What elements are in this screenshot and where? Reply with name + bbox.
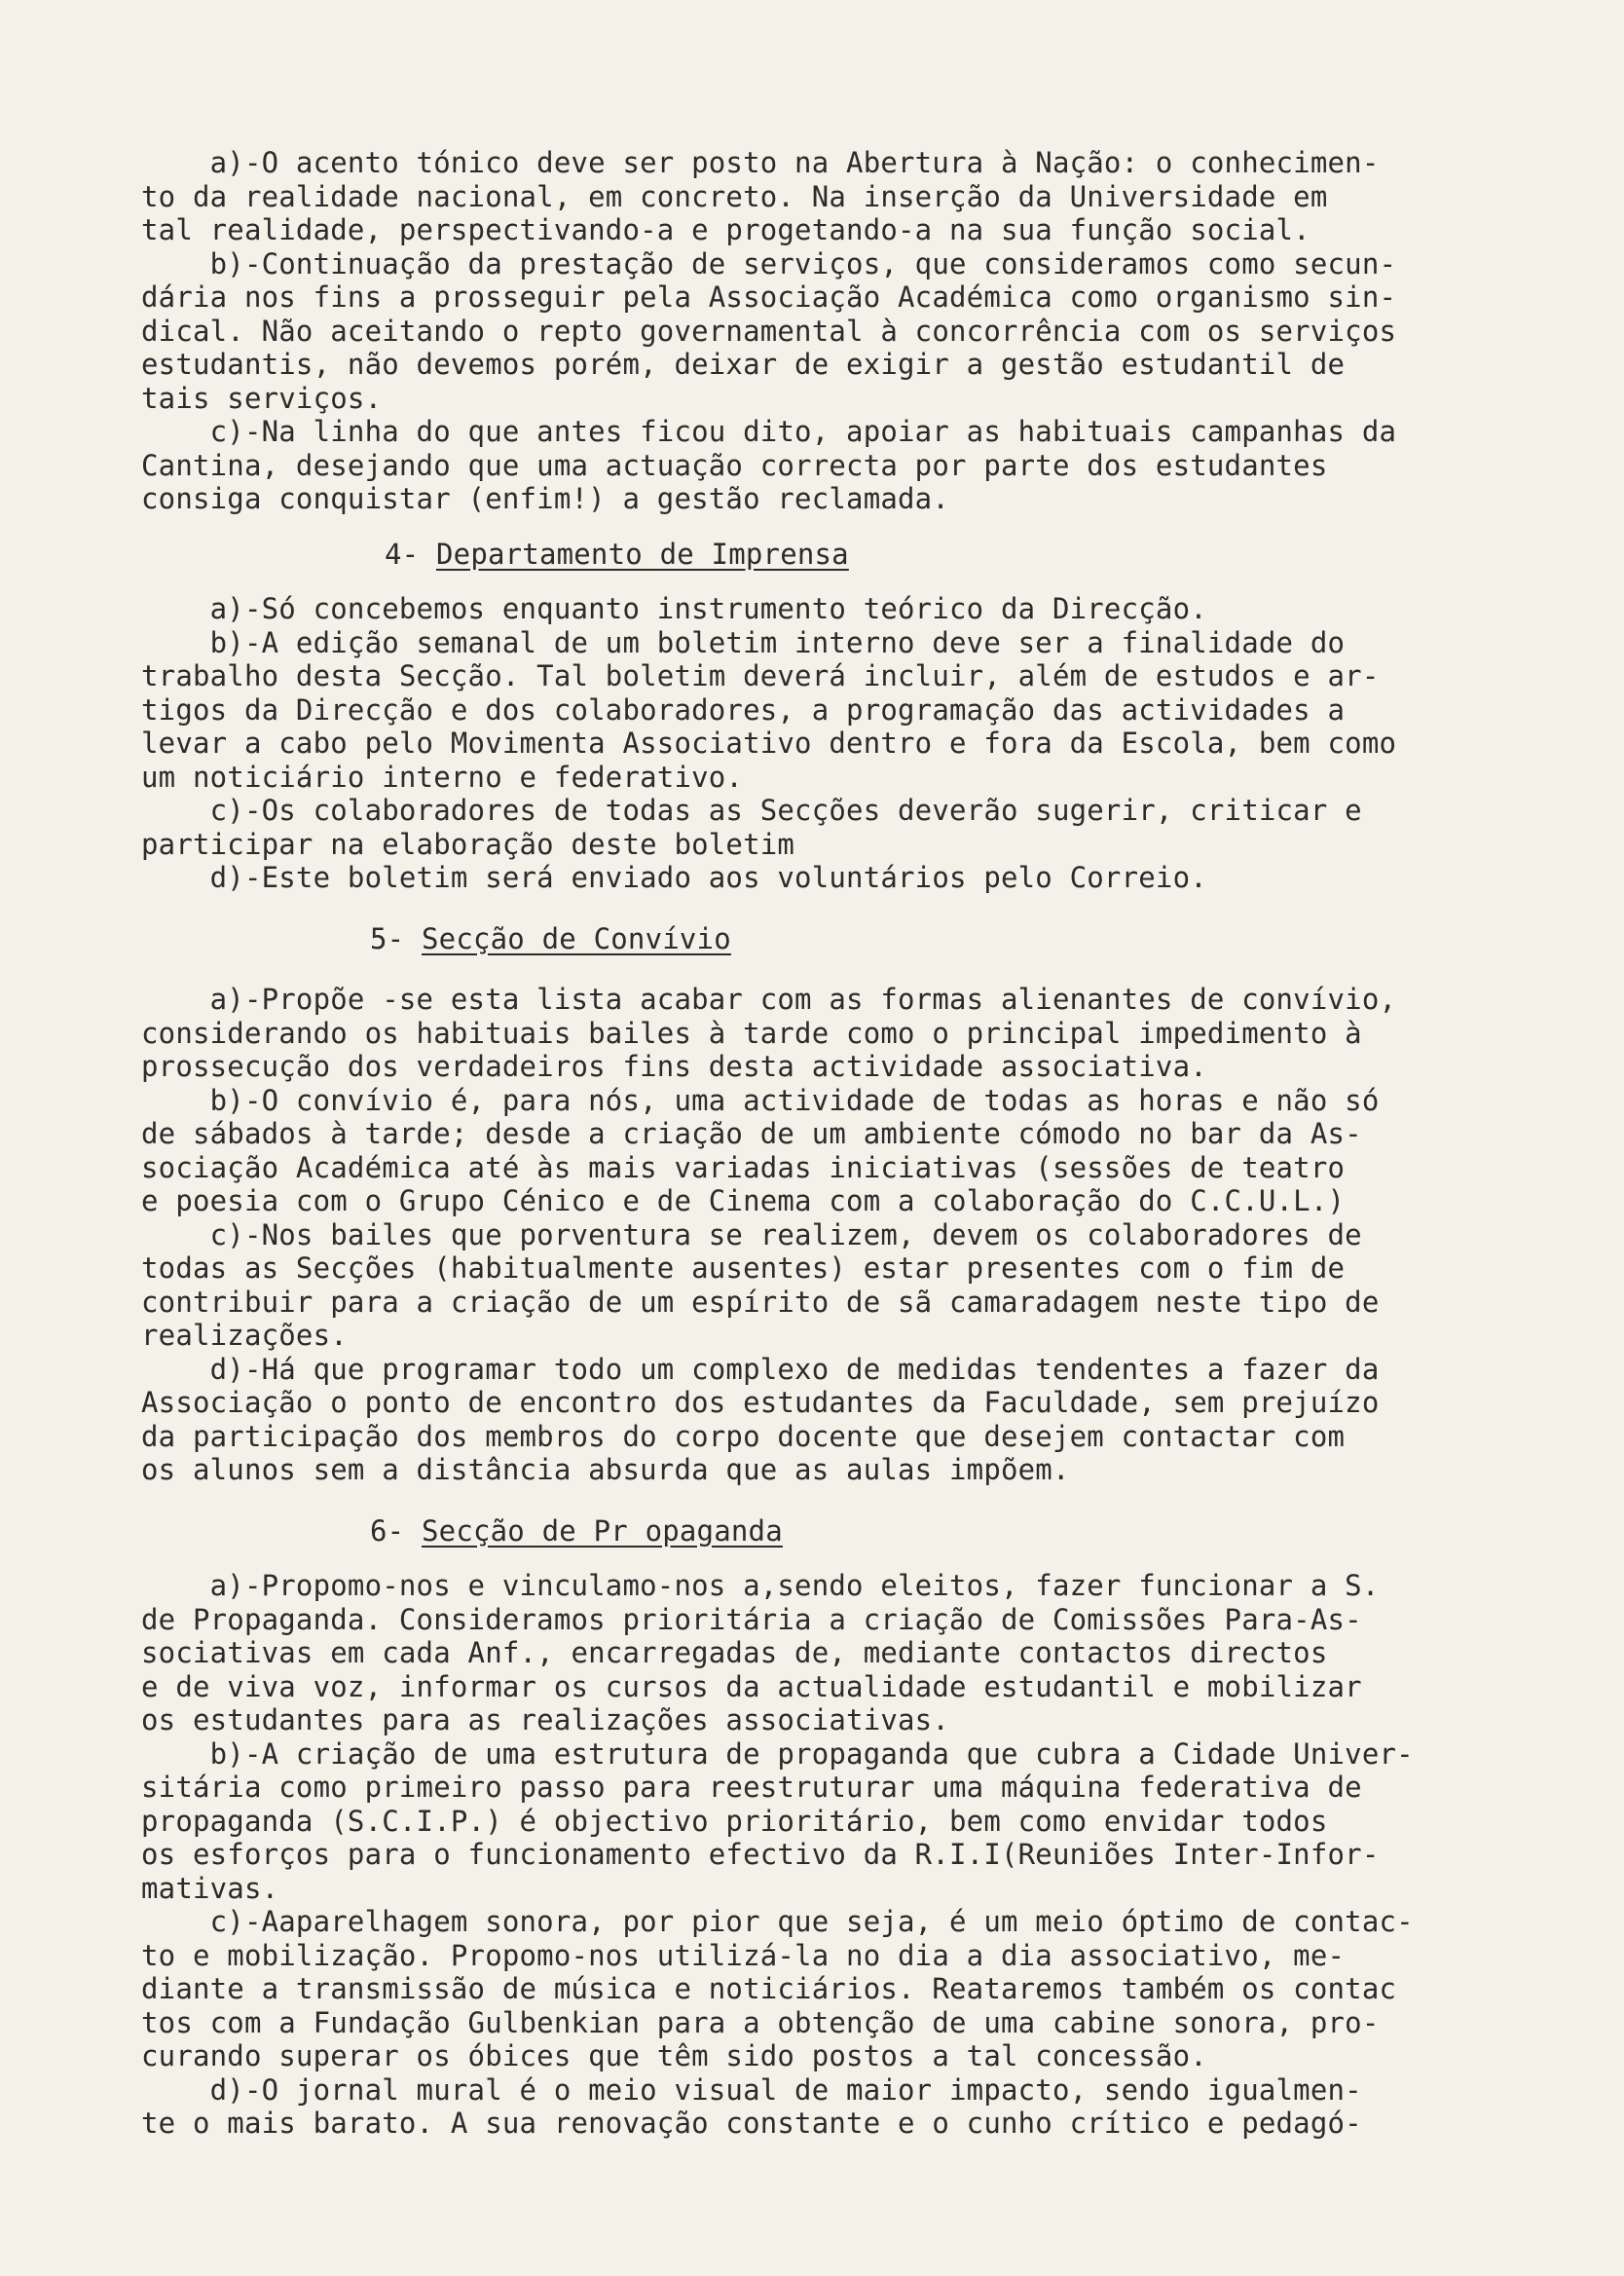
text-line: consiga conquistar (enfim!) a gestão reclamada. — [141, 482, 949, 515]
text-line: sociação Académica até às mais variadas iniciativas (sessões de teatro — [141, 1150, 1346, 1184]
text-line: to e mobilização. Propomo-nos utilizá-la no dia a dia associativo, me- — [141, 1938, 1346, 1972]
text-line: dária nos fins a prosseguir pela Associação Académica como organismo sin- — [141, 280, 1397, 314]
text-line: b)-O convívio é, para nós, uma actividade de todas as horas e não só — [141, 1083, 1380, 1117]
text-line: os esforços para o funcionamento efectivo da R.I.I(Reuniões Inter-Infor- — [141, 1838, 1380, 1871]
text-line: c)-Na linha do que antes ficou dito, apoiar as habituais campanhas da — [141, 415, 1397, 448]
text-line: b)-Continuação da prestação de serviços, que consideramos como secun- — [141, 246, 1397, 280]
text-line: c)-Os colaboradores de todas as Secções deverão sugerir, criticar e — [141, 794, 1362, 827]
text-line: Associação o ponto de encontro dos estudantes da Faculdade, sem prejuízo — [141, 1386, 1380, 1419]
section-heading-4 — [385, 538, 1572, 572]
heading-title: Secção de Pr opaganda — [422, 1513, 783, 1548]
section-part2 — [141, 592, 1572, 895]
text-line: de Propaganda. Consideramos prioritária a criação de Comissões Para-As- — [141, 1602, 1362, 1636]
section-heading-6 — [370, 1514, 1572, 1548]
text-line: b)-A criação de uma estrutura de propaganda que cubra a Cidade Univer- — [141, 1736, 1414, 1771]
text-line: d)-Este boletim será enviado aos voluntários pelo Correio. — [141, 861, 1207, 894]
text-line: b)-A edição semanal de um boletim interno deve ser a finalidade do — [141, 625, 1346, 659]
text-line: tos com a Fundação Gulbenkian para a obtenção de uma cabine sonora, pro- — [141, 2005, 1380, 2039]
document-body — [141, 146, 1572, 2141]
section-part1 — [141, 146, 1572, 516]
section-part3 — [141, 983, 1572, 1487]
text-line: a)-Propõe -se esta lista acabar com as formas alienantes de convívio, — [141, 983, 1397, 1016]
heading-number: 4- — [385, 537, 420, 571]
text-line: e de viva voz, informar os cursos da actualidade estudantil e mobilizar — [141, 1669, 1362, 1703]
text-line: os alunos sem a distância absurda que as aulas impõem. — [141, 1453, 1070, 1486]
heading-title: Departamento de Imprensa — [436, 537, 849, 571]
text-line: e poesia com o Grupo Cénico e de Cinema com a colaboração do C.C.U.L.) — [141, 1184, 1346, 1217]
text-line: da participação dos membros do corpo docente que desejem contactar com — [141, 1419, 1346, 1453]
text-line: considerando os habituais bailes à tarde como o principal impedimento à — [141, 1016, 1362, 1050]
text-line: curando superar os óbices que têm sido postos a tal concessão. — [141, 2039, 1207, 2072]
text-line: estudantis, não devemos porém, deixar de exigir a gestão estudantil de — [141, 348, 1346, 381]
text-line: um noticiário interno e federativo. — [141, 760, 744, 794]
text-line: levar a cabo pelo Movimenta Associativo dentro e fora da Escola, bem como — [141, 727, 1397, 760]
section-part4 — [141, 1569, 1572, 2141]
text-line: contribuir para a criação de um espírito de sã camaradagem neste tipo de — [141, 1285, 1380, 1319]
text-line: prossecução dos verdadeiros fins desta actividade associativa. — [141, 1050, 1207, 1083]
heading-title: Secção de Convívio — [422, 921, 731, 955]
text-line: c)-Nos bailes que porventura se realizem, devem os colaboradores de — [141, 1217, 1362, 1251]
section-heading-5 — [370, 922, 1572, 956]
text-line: tais serviços. — [141, 381, 383, 415]
text-line: a)-Propomo-nos e vinculamo-nos a,sendo eleitos, fazer funcionar a S. — [141, 1569, 1380, 1602]
text-line: Cantina, desejando que uma actuação correcta por parte dos estudantes — [141, 448, 1328, 482]
text-line: d)-Há que programar todo um complexo de medidas tendentes a fazer da — [141, 1352, 1380, 1386]
text-line: d)-O jornal mural é o meio visual de maior impacto, sendo igualmen- — [141, 2072, 1362, 2107]
text-line: a)-O acento tónico deve ser posto na Abertura à Nação: o conhecimen- — [141, 146, 1380, 179]
text-line: to da realidade nacional, em concreto. Na inserção da Universidade em — [141, 179, 1328, 213]
heading-number: 6- — [370, 1513, 405, 1548]
text-line: de sábados à tarde; desde a criação de um ambiente cómodo no bar da As- — [141, 1117, 1362, 1150]
text-line: te o mais barato. A sua renovação constante e o cunho crítico e pedagó- — [141, 2107, 1362, 2140]
heading-number: 5- — [370, 921, 405, 955]
text-line: mativas. — [141, 1871, 279, 1905]
text-line: realizações. — [141, 1319, 348, 1352]
text-line: sitária como primeiro passo para reestruturar uma máquina federativa de — [141, 1771, 1362, 1804]
text-line: tigos da Direcção e dos colaboradores, a programação das actividades a — [141, 692, 1346, 727]
text-line: os estudantes para as realizações associativas. — [141, 1703, 949, 1736]
text-line: trabalho desta Secção. Tal boletim deverá incluir, além de estudos e ar- — [141, 659, 1380, 692]
text-line: c)-Aaparelhagem sonora, por pior que seja, é um meio óptimo de contac- — [141, 1905, 1414, 1938]
text-line: dical. Não aceitando o repto governamental à concorrência com os serviços — [141, 314, 1397, 348]
text-line: todas as Secções (habitualmente ausentes) estar presentes com o fim de — [141, 1251, 1346, 1285]
text-line: propaganda (S.C.I.P.) é objectivo prioritário, bem como envidar todos — [141, 1804, 1328, 1838]
text-line: participar na elaboração deste boletim — [141, 827, 795, 861]
text-line: a)-Só concebemos enquanto instrumento teórico da Direcção. — [141, 592, 1207, 625]
text-line: tal realidade, perspectivando-a e progetando-a na sua função social. — [141, 213, 1310, 246]
text-line: diante a transmissão de música e noticiários. Reataremos também os contac — [141, 1972, 1397, 2005]
text-line: sociativas em cada Anf., encarregadas de, mediante contactos directos — [141, 1636, 1328, 1669]
